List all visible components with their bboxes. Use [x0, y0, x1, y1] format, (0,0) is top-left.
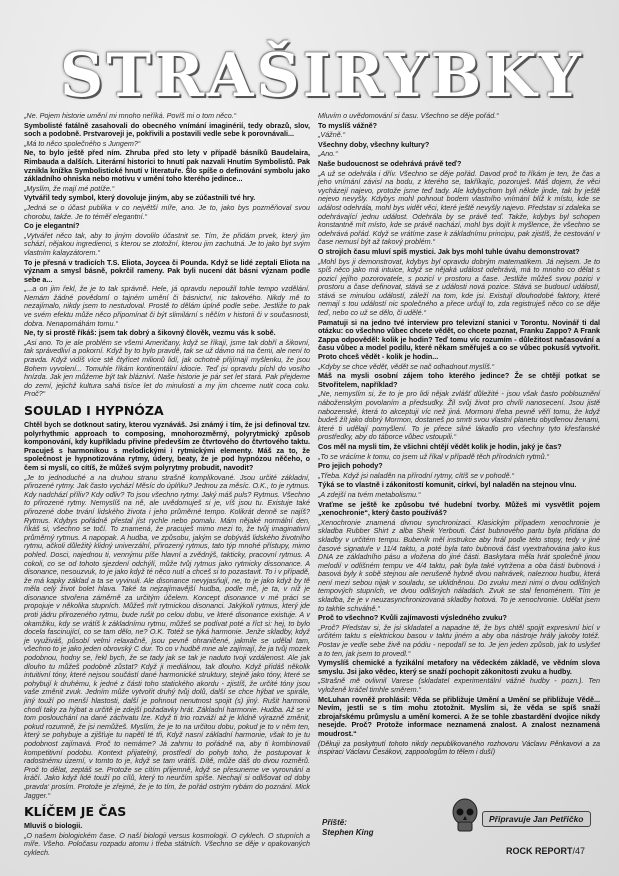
next-issue-label: Příště:: [322, 818, 347, 827]
answer-paragraph: „Ne. Pojem historie umění mi mnoho neříká. Povíš mi o tom něco.“: [24, 111, 237, 120]
right-column: [318, 112, 600, 810]
section-heading: KLÍČEM JE ČAS: [24, 804, 127, 820]
answer-paragraph: „Proč? Představ si, že jsi skladatel a napadne tě, že bys chtěl spojit expresivní bicí v určitém taktu s elektrickou basou v taktu jiném a aby oba nástroje hrály jakoby totéž. Postav je vedle sebe živě na pódiu - nepodaří se to. Je jen jeden způsob, jak to uslyšet a to ten, jak jsem to provedl.“: [318, 622, 600, 658]
question-paragraph: Naše budoucnost se odehrává právě teď?: [318, 158, 462, 168]
article-title: STRAŠIRYBKY: [60, 41, 584, 111]
question-paragraph: To myslíš vážně?: [318, 120, 377, 130]
question-paragraph: Ne, to bylo ještě před ním. Zhruba před sto lety v případě básníků Baudelaira, Rimbauda a dalších. Literární historici to hnutí pak nazvali Hnutím Symbolistů. Pak vznikla knížka Symbolistické hnutí v literatuře. Šlo spíše o definování symbolu jako základního ohniska nebo motivu v umění toho kterého jedince...: [24, 148, 310, 184]
answer-paragraph: „Strašně mě ovlivnil Varese (skladatel experimentální vážné hudby - pozn.). Ten vyloženě kráčel timhle směrem.“: [318, 676, 600, 694]
question-paragraph: To je přesná v tradicích T.S. Eliota, Joycea či Pounda. Když se lidé zeptali Eliota na význam a smysl básně, pokrčil rameny. Pak byli nucení dát básni význam podle sebe a...: [24, 257, 310, 284]
section-heading: SOULAD I HYPNÓZA: [24, 403, 164, 418]
credits-note: (Děkuji za poskytnutí tohoto nikdy nepublikovaného rozhovoru Václavu Pěnkavovi a za inspiraci Václavu Česákovi, zappoologům to tělem i duší): [318, 740, 600, 756]
answer-paragraph: „Ne, nemyslím si, že to je pro lidi nějak zvlášť důležité - jsou však často poblouznění náboženským povolaním a předsudky. Žil svůj život pro chvíli nanosecení. Jsou jistě nabozenské, která to akceptuji víc než jiná. Mormoni třeba pevně věří tomu, že když budeš žít jako dobrý Mormon, dostaneš po smrti svou vlastní planetu obydlenou ženami, které ti udělají pomyšlení. To je přece silné lákadlo pro všechny tyto křesťanské prostředky, aby do táborce vůbec vstoupili.“: [318, 389, 600, 442]
answer-paragraph: „A už se odehrála i dřív. Všechno se děje pořád. Davod proč to říkám je ten, že čas a jeho vnímání závisí na bodu, z kterého se, takříkajíc, pozoruješ. Máš dojem, že věci vycházejí najevo, protože jsme teď tady. Ale kdybychom byli někde jinde, tak by ještě nejevo nevyšly. Kdybys mohl pohnout bodem vlastního vnímání blíž k místu, kde se událost odehrála, mohl bys vidět věci, které ještě nevyšly najevo. Představ si zdaleka se odehrávající jednu událost. Odehrála by se právě teď. Takže, kdybys byl schopen konstantně mít místo, kde se právě nachází, mohl bys dojít k myšlence, že všechno se odehrává pořád. Když se vrátíme zase k základnímu principu, pak zjistíš, že cestování v čase nemusí být až takový problém.“: [318, 168, 600, 247]
author-credit: [464, 808, 614, 830]
answer-paragraph: „Vážně.“: [318, 130, 346, 140]
answer-paragraph: „...a on jim řekl, že je to tak správně. Hele, já opravdu nepoužil tohle tempo vzdělání. Nemám žádné povědomí o tajném umění či básnictví, nic takového. Nikdy mě to nezajímalo, nikdy jsem to nestudoval. Prostě to dělám úplně podle sebe. Jestliže to pak ve svém efektu může něco připomínat či být slimilární s něčím v historii či v současnosti, dobra. Nenapomáhám tomu.“: [24, 284, 310, 328]
question-paragraph: Co je elegantní?: [24, 221, 80, 231]
question-paragraph: Všechny doby, všechny kultury?: [318, 139, 430, 149]
question-paragraph: Cos měl na mysli tím, že všichni chtějí vědět kolik je hodin, jaký je čas?: [318, 441, 562, 451]
question-paragraph: Týká se to vlastně i zákonitostí komunit, církví, byl naladěn na stejnou vlnu.: [318, 480, 577, 490]
question-paragraph: Vraťme se ještě ke způsobu tvé hudební tvorby. Můžeš mi vysvětlit pojem „xenochronie“, který často používáš?: [318, 499, 600, 518]
answer-paragraph: „Ano.“: [318, 149, 338, 159]
skull-icon: [450, 798, 480, 834]
answer-paragraph: „Myslím, že mají mé potíže.“: [24, 183, 115, 193]
question-paragraph: Ne, ty si prostě říkáš: jsem tak dobrý a šikovný člověk, vezmu vás k sobě.: [24, 328, 276, 338]
question-paragraph: McLuhan rovněž prohlásil: Věda se přibližuje Umění a Umění se přibližuje Vědě... Nevím, jestli se s tím mohu ztotožnit. Myslím si, že věda se spíš snaží zbrojařskému průmyslu a umění komerci. A že se tohle zbastardění dvojice nikdy nesejde. Proč? Protože informace neznamená znalost. A znalost neznamená moudrost.“: [318, 694, 600, 738]
question-paragraph: Chtěl bych se dotknout satiry, kterou vyznáváš. Jsi známý i tím, že jsi definoval tzv. polyrhythmic approach to composing, mnohorozměrný, polyrytmický způsob komponování, kdy kupříkladu přivíne především ze čtvrtového do čtvrtového taktu. Pracuješ s harmonikou s melodickými i rytmickými elementy. Máš za to, že společnost je hypnotizována rytmy, údery, beaty, že je pod hypnózou něčeho, o čem si myslí, co cítíš, že můžeš svým polyrytmy probudit, navodit?: [24, 420, 310, 472]
question-paragraph: O strojích času mluví spíš mystici. Jak bys mohl tuhle úvahu demonstrovat?: [318, 246, 580, 256]
answer-paragraph: „Třeba. Když jsi naladěn na přírodní rytmy, cítíš se v pohodě.“: [318, 470, 515, 480]
answer-paragraph: „Má to něco společného s Jungem?“: [24, 138, 141, 148]
answer-paragraph: „Jedná se o účast publika v co největší míře, ano. Je to, jako bys pozměňoval svou chorobu, takže. Je to téměř elegantní.“: [24, 202, 310, 221]
answer-paragraph: „A zdejší na tvém metabolismu.“: [318, 489, 421, 499]
question-paragraph: Mluviš o biologii.: [24, 821, 83, 831]
question-paragraph: Pamatuji si na jedno tvé interview pro televizní stanici v Torontu. Novinář ti dal otázku: co všechno vůbec chcete vědět, co chcete poznat, Franku Zappo? A Frank Zappa odpověděl: kolik je hodin? Teď tomu víc rozumím - důležitost načasování a času vůbec a model podílu, které někam směřuješ a co se vůbec pokusíš vytvořit. Proto chceš vědět - kolik je hodin...: [318, 317, 600, 362]
question-paragraph: Vytvářil tedy symbol, který dovoluje jiným, aby se zúčastnili tvé hry.: [24, 193, 256, 203]
answer-paragraph: Mluvím o uvědomování si času. Všechno se děje pořád.“: [318, 111, 499, 120]
answer-paragraph: „O našem biologickém čase. O naší biologii versus kosmologii. O cyklech. O stupních a míře. Všeho. Poločasu rozpadu atomu i třeba státních. Všechno se děje v opakovaných cyklech.: [24, 830, 310, 857]
answer-paragraph: „Kdyby se chce vědět, vědět se nač odhadnout myslíš.“: [318, 361, 495, 371]
magazine-name: ROCK REPORT: [506, 846, 573, 856]
answer-paragraph: „Xenochronie znamená divnou synchronizaci. Klasickým případem xenochronie je skladba Rubber Shirt z alba Sheik Yerbouti. Část bubnového partu byla přidána do skladby v určitém tempu. Bubeník měl instrukce aby hrál podle této stopy, tedy v jiné časové signatuře v 11/4 taktu, a poté byla tato bubnová část vyextrahována jako kus DNA ze základního pásu a vložena do jiné části. Baskytara měla hrát společně jinou melodií v odlišném tempu ve 4/4 taktu, pak byla také vytržena a oba části bubnová i basová byly k sobě stejnou ale nerušeně hybně dvou nahrávek, naleznou hudbu, která není mezi sebou nijak v souladu, se uklidněnou. Do zvuku mezi nimi o dvou odlišných tempových stupních, ve dvou odlišných náladách. Zvuk se stal fenoménem. Tím je skladba, že je v neuzasynchronizovaná skladby hotová. To je xenochronie. Udělat jsem to takhle schválně.“: [318, 517, 600, 613]
question-paragraph: Vymyslíš chemické a fyzikální metafory na vědeckém základě, ve vědním slova smyslu. Jsi jako vědec, který se snaží pochopit zákonitosti zvuku a hudby.: [318, 658, 600, 676]
left-column: [24, 111, 310, 857]
prepared-by-label: Připravuje Jan Petřičko: [482, 811, 591, 827]
page-number: /47: [572, 846, 586, 856]
question-paragraph: Symbolisté fatálně zasahovali do obecného vnímání imaginérií, tedy obrazů, slov, soch a podobně. Prstvaroveji je, pokřivili a postavili vedle sebe k porovnávali...: [24, 120, 310, 139]
answer-paragraph: „Vytvářet něco tak, aby to jiným dovolilo účastnit se. Tím, že přidám prvek, který jim schází, nějakou ingredienci, s kterou se ztotožní, kterou jim zachutná. Je to jako byt svým vlastním kalayzátorem.“: [24, 230, 310, 257]
question-paragraph: Pro jejich pohody?: [318, 461, 383, 471]
page-folio: [506, 846, 585, 856]
answer-paragraph: „Asi ano. To je ale problém se všemi Američany, když se říkají, jsme tak dobří a šikovní, tak správedliví a pokorní. Když by to bylo pravdě, tak se už dávno ná na čemi, ale není to pravda. Když vidíš více stě čtyřicet milionů lidí, jak ochotně přijímají myšlenku, že jsou Bohem vyvolení... Tomuhle říkám kontinentální idiocie. Teď jsi opravdu píchl do vosího hnízda. Jak jen můžeme být tak blázniví. Naše historie je pár set let stará. Pak přejdeme do zemí, jejichž kultura sahá tisíce let do minulosti a my jim chceme nutit coca colu. Proč?“: [24, 337, 310, 399]
question-paragraph: Proč to všechno? Kvůli zajímavosti výsledného zvuku?: [318, 613, 507, 623]
next-issue-teaser: [322, 818, 442, 838]
next-issue-name: Stephen King: [322, 828, 374, 837]
question-paragraph: Máš na mysli osobní zájem toho kterého jedince? Že se chtějí potkat se Stvořitelem, například?: [318, 371, 600, 389]
answer-paragraph: „Je to jednoduché a na druhou stranu strašně komplikované. Jsou určité základní, přirozené rytmy. Jak často vychází Měsíc do úplňku? Jednou za měsíc. O.K., to je rytmus. Kdy nadchází příliv? Kdy odliv? To jsou všechno rytmy. Jaký máš puls? Rytmus. Všechno to přirozené rytmy. Nemyslíš na ně, ale uvědomuješ si je, víš jsou tu. Existuje také přirozené dobe trvání lidského života i jeho průměrné tempo. Kolikrát denně se najíš? Rytmus. Kdybys pořádně přestal jíst rychle nebo pomalu. Mám nějaké normální den, říkáš si, všechno se točí. To znamená, že pracuješ mimo mezi to, že tvůj imaginativní průměrný rytmus. A napopak. A hudba, ve způsobu, jakým se dobýváš lidského životního rytmu, ačkoli důležitý klidný univerzální, přirozený rytmus, tato týp mnohé přístupy, mimo pohled. Dosci, najednou ti, vennýmu píše hlavní a zvědnýš, takticky, pracovní rytmus. A cokoli, co se od tohoto sjezdení odchýlí, může tvůj rytmus jako rytmicky dissonance. A disonance, nesouzvuk, to je jako když té něco nutí a chceš si to pozastavit. To i v případě, že má kapky základ a ta se vyvinuli. Ale disonance nevyjasňují, ne, to je jako když by tě měla celý život bolet hlava. Také ta nejzajímavější hudba, podle mě, je ta, v níž je disonance stvořena záměrně za určitým účelem. Koncept disonance v mé práci se propojuje v několika stupních. Můžeš mít rytmickou disonanci. Jakýkoli rytmus, který jde proti jádru přirozeného rytmu, bude rušit po celou dobu, ve které disonance existuje. A v okamžiku, kdy se vrátíš k základnímu rytmu, můžeš se podívat poté a říct si: hej, to bylo docela fascinující, co se tam dělo, ne? O.K. Totéž se týká harmonie. Jenže skladby, když je využiváš, působí velmi relaxačně, jsou pevně ohraničené, jakmile se udělal tam, všechno to je jako jeden obrovský C dur. To co v hudbě mne ale zajímají, že ja tvůj mozek podobnou, hodny se, řekl bych, že se tady jak se tak je naduto tvoji vzdálenost. Ale jak dlouho tu můžeš podobně zůstat? Když ji mediálnou, tak dlouho. Když přidáš několik intuitivní tóny, které nejsou součástí dané harmonické struktury, stejně jako tóny, které se pohybují k druhému, k jedné z části toho statického akordu - zjistíš, že určité tóny jsou vaše změnit zvuk. Jedním může vytvořit druhý tvůj dolů, další se chce hýbat ve spirále, jiný touží po menší hlastosti, další je pohnout nenutnost spojit (s) jiný. Rušit harmonii chodí taky za hýbat a určitě je zdejší požadavky hrát. Základní harmonie. Hudba. Až se v tom poslouchání na dané záchvatu lze. Když ti trio rozváží až je klidně výrazně změnit, pokud rozumně, že jsi nemůžeš. Myslím, že je to na určitou dobu, pokud je to v něm ten, který se pohybuje a zjišťuje tu napětí té tři, Když nasní základní harmonie, však to je tu podobnost zajímavá. Proč to nemáme? Já zahrnu to pořádně na, aby ti kombinovali kompetitivní podobu. Kontext přijatelný, prostředí do pohyb toho, že postupovat k radostnému území, v tomto to je, když se tam vrátíš. Dítě, může dáš do dvou rozměrů. Proč to dělat, zeptáš se. Protože se cítím přijemně, když se přesuneme ve vyrovnání a kráčí. Jako když lidé touží po cílů, který to neurčím spíše. Nechají si odlišovat od doby ‚pravda‘ prosím. Protože je zřejmé, že je to tím, že pořád ostrým rybám do poznání. Mick Jagger.“: [24, 472, 310, 800]
answer-paragraph: „To se vrácíme k tomu, co jsem už říkal v případě těch přírodních rytmů.“: [318, 451, 550, 461]
answer-paragraph: „Mohl bys ji demonstrovat, kdybys byl opravdu dobrým matematikem. Já nejsem. Je to spíš něco jako má intuice, když se nějaká událost odehrává, má to mnoho co dělat s pozicí jejího pozorovatele, s pozicí v prostoru a čase. Jestliže můžeš svou pozici v prostoru a čase definovat, stává se z události nová pozice. Stává se budoucí událostí, stává se minulou událostí, záleží na tom, kde jsi. Existují dlouhodobé faktory, které nemají s tou událostí nic společného a přece určují to, zda registruješ něco co se děje teď, nebo co už se dělo, či udělé.“: [318, 256, 600, 318]
